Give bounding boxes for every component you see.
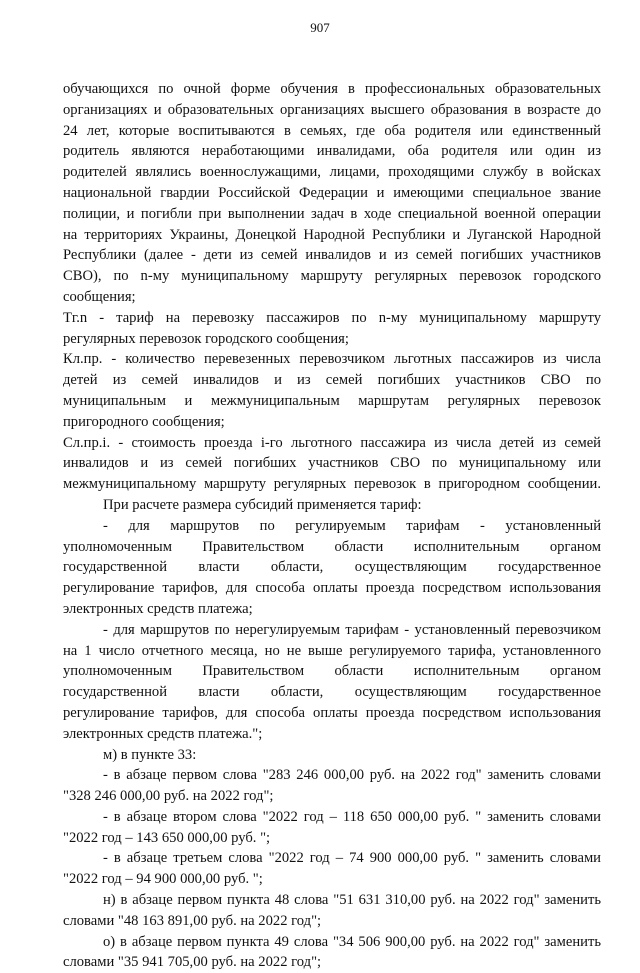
body-text xyxy=(63,79,601,973)
text-line: - для маршрутов по регулируемым тарифам - установленный xyxy=(103,517,601,534)
text-line: полиции, и погибли при выполнении задач в ходе специальной военной операции xyxy=(63,205,601,222)
text-line: "2022 год – 94 900 000,00 руб. "; xyxy=(63,871,263,888)
text-line: регулирование тарифов, для способа оплаты проезда посредством использования xyxy=(63,580,601,597)
text-line: уполномоченным Правительством области исполнительным органом xyxy=(63,663,601,680)
text-line: Кл.пр. - количество перевезенных перевозчиком льготных пассажиров из числа xyxy=(63,351,601,368)
text-line: национальной гвардии Российской Федерации и имеющими специальное звание xyxy=(63,184,601,201)
text-line: 24 лет, которые воспитываются в семьях, где оба родителя или единственный xyxy=(63,122,601,139)
text-line: о) в абзаце первом пункта 49 слова "34 506 900,00 руб. на 2022 год" заменить xyxy=(103,933,601,950)
text-line: - для маршрутов по нерегулируемым тарифам - установленный перевозчиком xyxy=(103,621,601,638)
text-line: м) в пункте 33: xyxy=(103,746,197,763)
text-line: уполномоченным Правительством области исполнительным органом xyxy=(63,538,601,555)
text-line: "2022 год – 143 650 000,00 руб. "; xyxy=(63,829,271,846)
text-line: государственной власти области, осуществляющим государственное xyxy=(63,559,601,576)
text-line: При расчете размера субсидий применяется тариф: xyxy=(103,496,422,513)
text-line: родителей являлись военнослужащими, лицами, проходящими службу в войсках xyxy=(63,164,601,181)
text-line: электронных средств платежа; xyxy=(63,600,253,617)
page-number: 907 xyxy=(310,20,330,35)
text-line: - в абзаце втором слова "2022 год – 118 650 000,00 руб. " заменить словами xyxy=(103,808,601,825)
text-line: муниципальным и межмуниципальным маршрутам регулярных перевозок xyxy=(63,392,601,409)
text-line: словами "35 941 705,00 руб. на 2022 год"; xyxy=(63,954,322,971)
text-line: организациях и образовательных организациях высшего образования в возрасте до xyxy=(63,101,601,118)
text-line: Сл.пр.i. - стоимость проезда i-го льготного пассажира из числа детей из семей xyxy=(63,434,601,451)
text-line: - в абзаце первом слова "283 246 000,00 руб. на 2022 год" заменить словами xyxy=(103,767,601,784)
text-line: сообщения; xyxy=(63,288,136,305)
text-line: межмуниципальному маршруту регулярных перевозок в пригородном сообщении. xyxy=(63,476,601,493)
text-line: обучающихся по очной форме обучения в профессиональных образовательных xyxy=(63,81,601,97)
text-line: СВО), по n-му муниципальному маршруту регулярных перевозок городского xyxy=(63,268,601,285)
text-line: регулирование тарифов, для способа оплаты проезда посредством использования xyxy=(63,704,601,721)
text-line: Тг.n - тариф на перевозку пассажиров по n-му муниципальному маршруту xyxy=(63,309,601,326)
text-line: н) в абзаце первом пункта 48 слова "51 631 310,00 руб. на 2022 год" заменить xyxy=(103,892,601,909)
text-line: на территориях Украины, Донецкой Народной Республики и Луганской Народной xyxy=(63,226,601,243)
text-line: на 1 число отчетного месяца, но не выше регулируемого тарифа, установленного xyxy=(63,642,601,659)
text-line: словами "48 163 891,00 руб. на 2022 год"; xyxy=(63,912,322,929)
text-line: "328 246 000,00 руб. на 2022 год"; xyxy=(63,788,274,805)
text-line: Республики (далее - дети из семей инвалидов и из семей погибших участников xyxy=(63,247,601,264)
text-line: - в абзаце третьем слова "2022 год – 74 900 000,00 руб. " заменить словами xyxy=(103,850,601,867)
text-line: регулярных перевозок городского сообщения; xyxy=(63,330,349,347)
text-line: пригородного сообщения; xyxy=(63,413,225,430)
text-line: родитель являются неработающими инвалидами, оба родителя или один из xyxy=(63,143,601,160)
text-line: детей из семей инвалидов и из семей погибших участников СВО по xyxy=(63,372,601,389)
text-line: государственной власти области, осуществляющим государственное xyxy=(63,684,601,701)
text-line: электронных средств платежа."; xyxy=(63,725,263,742)
text-line: инвалидов и из семей погибших участников СВО по муниципальному или xyxy=(63,455,601,472)
